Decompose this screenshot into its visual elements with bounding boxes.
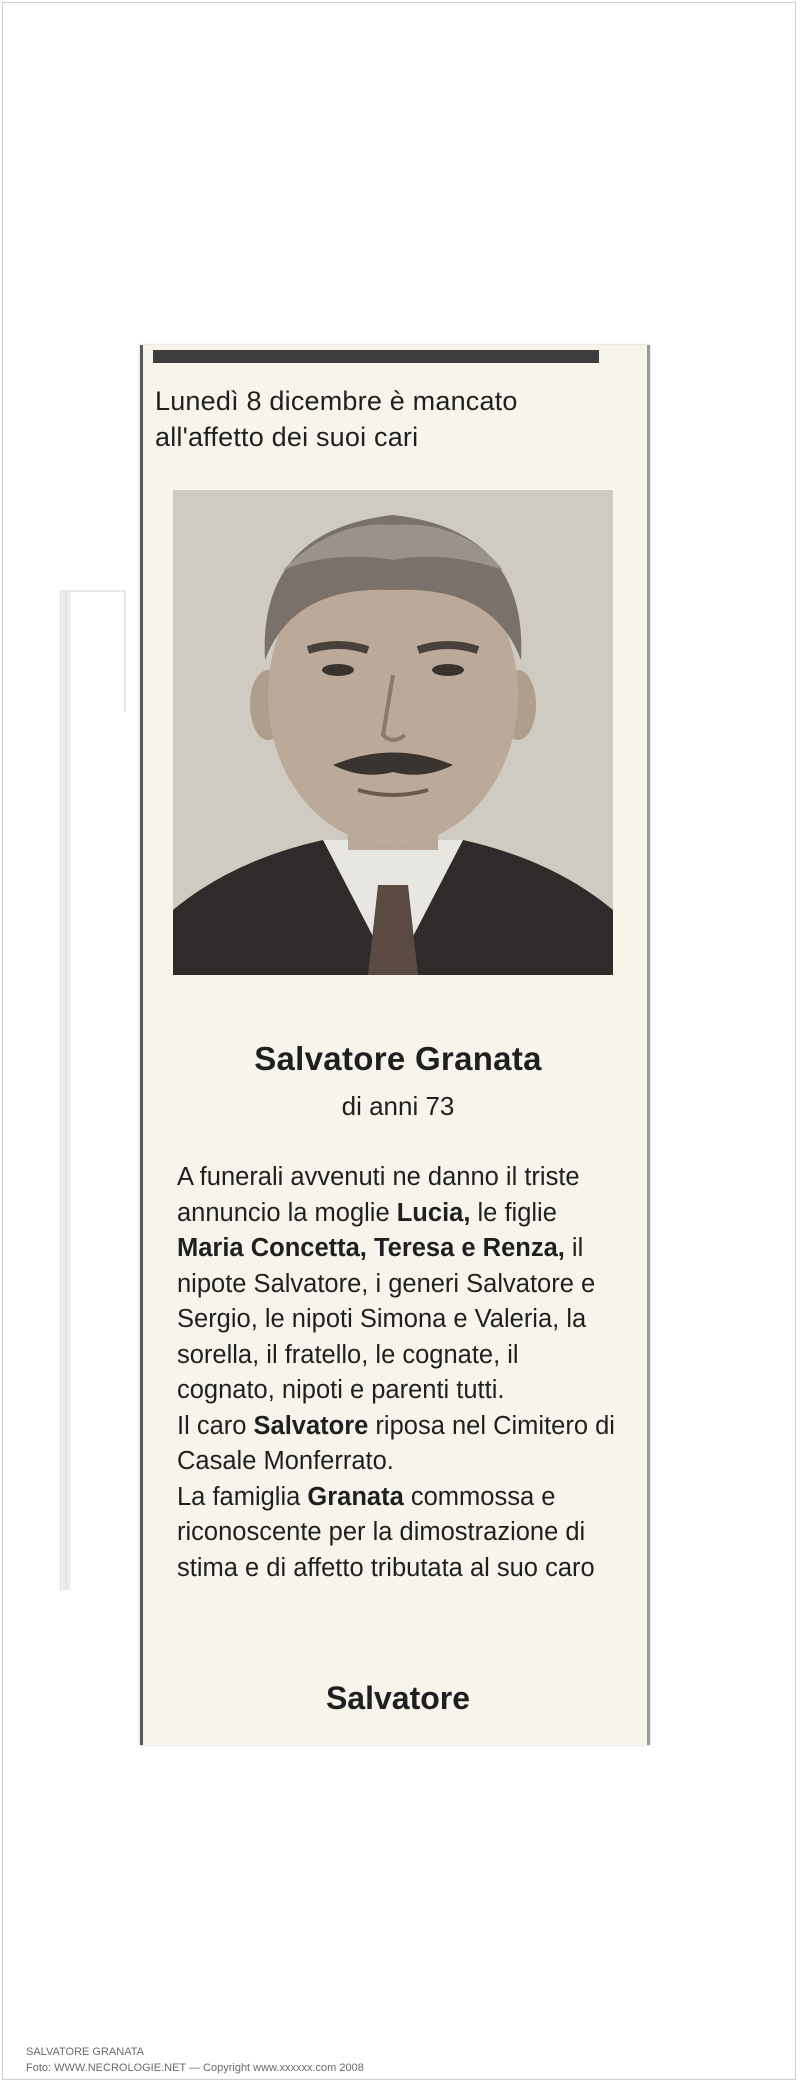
bold-run: Granata xyxy=(307,1482,404,1511)
page-footer xyxy=(26,2044,726,2076)
text-run: A funerali avvenuti ne danno il triste annuncio la moglie xyxy=(177,1163,580,1227)
deceased-name: Salvatore Granata xyxy=(254,1040,542,1077)
text-run: le figlie xyxy=(470,1198,557,1227)
intro-text: Lunedì 8 dicembre è mancato all'affetto dei suoi cari xyxy=(155,386,518,452)
portrait-photo xyxy=(173,490,613,975)
signature-name: Salvatore xyxy=(325,1680,471,1716)
text-run: riposa nel Cimitero di Casale Monferrato. xyxy=(177,1411,615,1475)
top-rule xyxy=(153,350,599,363)
bold-run: Maria Concetta, Teresa e Renza, xyxy=(177,1234,565,1262)
announcement-paragraph-2 xyxy=(177,1409,622,1480)
text-run: Il caro xyxy=(177,1411,254,1440)
deceased-age: di anni 73 xyxy=(341,1091,455,1121)
paper-shadow xyxy=(60,590,71,1590)
text-run: La famiglia xyxy=(177,1482,308,1511)
footer-line-2: Foto: WWW.NECROLOGIE.NET — Copyright www.xxxxxx.com 2008 xyxy=(26,2062,364,2074)
obituary-clipping xyxy=(140,345,650,1745)
bold-run: Salvatore xyxy=(253,1411,369,1440)
portrait-illustration xyxy=(173,490,613,975)
footer-line-1: SALVATORE GRANATA xyxy=(26,2046,144,2058)
bold-run: Lucia, xyxy=(396,1198,471,1227)
text-run: commossa e riconoscente per la dimostrazione di stima e di affetto tributata al suo caro xyxy=(177,1482,595,1582)
announcement-paragraph-3 xyxy=(177,1480,622,1587)
text-run: il nipote Salvatore, i generi Salvatore e Sergio, le nipoti Simona e Valeria, la sorella, il fratello, le cognate, il cognato, nipoti e parenti tutti. xyxy=(177,1234,596,1404)
paper-shadow-edge xyxy=(60,590,126,712)
announcement-body xyxy=(177,1160,622,1586)
announcement-paragraph-1 xyxy=(177,1160,622,1409)
